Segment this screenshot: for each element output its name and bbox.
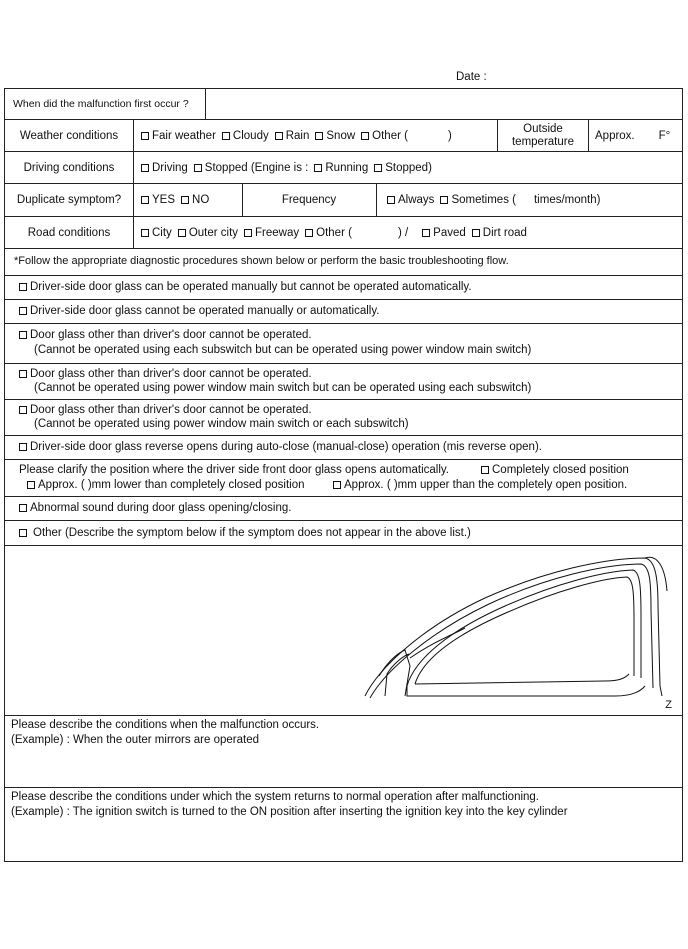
road-paved-checkbox[interactable]: Paved bbox=[422, 227, 466, 239]
other-checkbox[interactable] bbox=[19, 529, 27, 537]
weather-options bbox=[141, 120, 501, 151]
abnormal-row bbox=[4, 497, 683, 521]
first-occur-label: When did the malfunction first occur ? bbox=[13, 98, 189, 110]
other-row bbox=[4, 521, 683, 546]
road-dirt-checkbox[interactable]: Dirt road bbox=[472, 227, 527, 239]
symptom-4-subtext: (Cannot be operated using power window main switch but can be operated using each subswitch) bbox=[34, 382, 532, 394]
date-label: Date : bbox=[456, 71, 487, 83]
symptom-4-checkbox[interactable] bbox=[19, 370, 27, 378]
completely-closed-text: Completely closed position bbox=[492, 464, 629, 476]
symptom-2-text: Driver-side door glass cannot be operated manually or automatically. bbox=[30, 305, 380, 317]
first-occur-row bbox=[4, 88, 683, 120]
weather-other-checkbox[interactable]: Other ( bbox=[361, 130, 408, 142]
figure-code: Z bbox=[665, 699, 672, 711]
outside-temp-label: Outside temperature bbox=[511, 122, 574, 148]
describe-conditions-text: Please describe the conditions when the malfunction occurs. bbox=[11, 719, 320, 731]
stopped-checkbox[interactable]: Stopped (Engine is : bbox=[194, 162, 309, 174]
driving-options bbox=[141, 152, 682, 183]
describe-recovery-text: Please describe the conditions under which the system returns to normal operation after malfunctioning. bbox=[11, 791, 540, 803]
clarify-text: Please clarify the position where the driver side front door glass opens automatically. bbox=[19, 464, 449, 476]
driving-row bbox=[4, 152, 683, 184]
symptom-1-text: Driver-side door glass can be operated manually but cannot be operated automatically. bbox=[30, 281, 472, 293]
approx-temp: Approx. F° bbox=[595, 129, 671, 142]
road-outer-city-checkbox[interactable]: Outer city bbox=[178, 227, 238, 239]
symptom-row-5 bbox=[4, 400, 683, 436]
abnormal-text: Abnormal sound during door glass opening/closing. bbox=[30, 502, 292, 514]
other-text: Other (Describe the symptom below if the symptom does not appear in the above list.) bbox=[33, 527, 471, 539]
describe-conditions-box[interactable] bbox=[4, 716, 683, 788]
road-other-close: ) / bbox=[397, 226, 409, 239]
engine-running-checkbox[interactable]: Running bbox=[314, 162, 368, 174]
symptom-row-2 bbox=[4, 300, 683, 324]
symptom-5-subtext: (Cannot be operated using power window main switch or each subswitch) bbox=[34, 418, 409, 430]
driving-checkbox[interactable]: Driving bbox=[141, 162, 188, 174]
weather-rain-checkbox[interactable]: Rain bbox=[275, 130, 310, 142]
symptom-row-4 bbox=[4, 364, 683, 400]
weather-other-close: ) bbox=[447, 129, 452, 142]
symptom-1-checkbox[interactable] bbox=[19, 283, 27, 291]
road-other-checkbox[interactable]: Other ( bbox=[305, 227, 352, 239]
weather-cloudy-checkbox[interactable]: Cloudy bbox=[222, 130, 269, 142]
road-city-checkbox[interactable]: City bbox=[141, 227, 172, 239]
clarify-row bbox=[4, 460, 683, 497]
instruction-row bbox=[4, 249, 683, 276]
symptom-3-text: Door glass other than driver's door cannot be operated. bbox=[30, 329, 312, 341]
describe-recovery-example: (Example) : The ignition switch is turned to the ON position after inserting the ignition key into the key cylinder bbox=[11, 806, 568, 818]
symptom-4-text: Door glass other than driver's door cannot be operated. bbox=[30, 368, 312, 380]
frequency-options bbox=[387, 184, 682, 216]
frequency-label: Frequency bbox=[281, 194, 337, 206]
duplicate-yes-checkbox[interactable]: YES bbox=[141, 194, 175, 206]
door-glass-illustration bbox=[5, 546, 684, 714]
figure-area[interactable] bbox=[4, 546, 683, 716]
symptom-row-6 bbox=[4, 436, 683, 460]
symptom-row-1 bbox=[4, 276, 683, 300]
weather-label: Weather conditions bbox=[19, 129, 119, 142]
weather-row bbox=[4, 120, 683, 152]
symptom-2-checkbox[interactable] bbox=[19, 307, 27, 315]
completely-closed-checkbox[interactable] bbox=[481, 466, 489, 474]
symptom-5-text: Door glass other than driver's door cannot be operated. bbox=[30, 404, 312, 416]
abnormal-checkbox[interactable] bbox=[19, 504, 27, 512]
duplicate-label: Duplicate symptom? bbox=[16, 194, 122, 206]
road-label: Road conditions bbox=[27, 226, 111, 239]
approx-upper-checkbox[interactable] bbox=[333, 481, 341, 489]
symptom-row-3 bbox=[4, 324, 683, 364]
engine-stopped-checkbox[interactable]: Stopped) bbox=[374, 162, 432, 174]
symptom-6-checkbox[interactable] bbox=[19, 443, 27, 451]
freq-always-checkbox[interactable]: Always bbox=[387, 194, 434, 206]
symptom-6-text: Driver-side door glass reverse opens during auto-close (manual-close) operation (mis reverse open). bbox=[30, 441, 542, 453]
driving-label: Driving conditions bbox=[23, 161, 115, 174]
approx-upper-text: Approx. ( )mm upper than the completely open position. bbox=[344, 479, 628, 491]
times-per-month: times/month) bbox=[533, 194, 601, 206]
first-occur-field[interactable] bbox=[207, 89, 682, 119]
weather-fair-checkbox[interactable]: Fair weather bbox=[141, 130, 216, 142]
road-row bbox=[4, 217, 683, 249]
describe-conditions-example: (Example) : When the outer mirrors are operated bbox=[11, 734, 259, 746]
approx-lower-text: Approx. ( )mm lower than completely closed position bbox=[38, 479, 305, 491]
approx-lower-checkbox[interactable] bbox=[27, 481, 35, 489]
road-freeway-checkbox[interactable]: Freeway bbox=[244, 227, 299, 239]
symptom-3-subtext: (Cannot be operated using each subswitch but can be operated using power window main switch) bbox=[34, 344, 532, 356]
road-options bbox=[141, 217, 682, 248]
instruction-text: *Follow the appropriate diagnostic procedures shown below or perform the basic troubleshooting flow. bbox=[14, 255, 509, 267]
duplicate-options bbox=[141, 184, 241, 216]
duplicate-row bbox=[4, 184, 683, 217]
describe-recovery-box[interactable] bbox=[4, 788, 683, 862]
freq-sometimes-checkbox[interactable]: Sometimes ( bbox=[440, 194, 516, 206]
weather-snow-checkbox[interactable]: Snow bbox=[315, 130, 355, 142]
symptom-5-checkbox[interactable] bbox=[19, 406, 27, 414]
symptom-3-checkbox[interactable] bbox=[19, 331, 27, 339]
duplicate-no-checkbox[interactable]: NO bbox=[181, 194, 209, 206]
